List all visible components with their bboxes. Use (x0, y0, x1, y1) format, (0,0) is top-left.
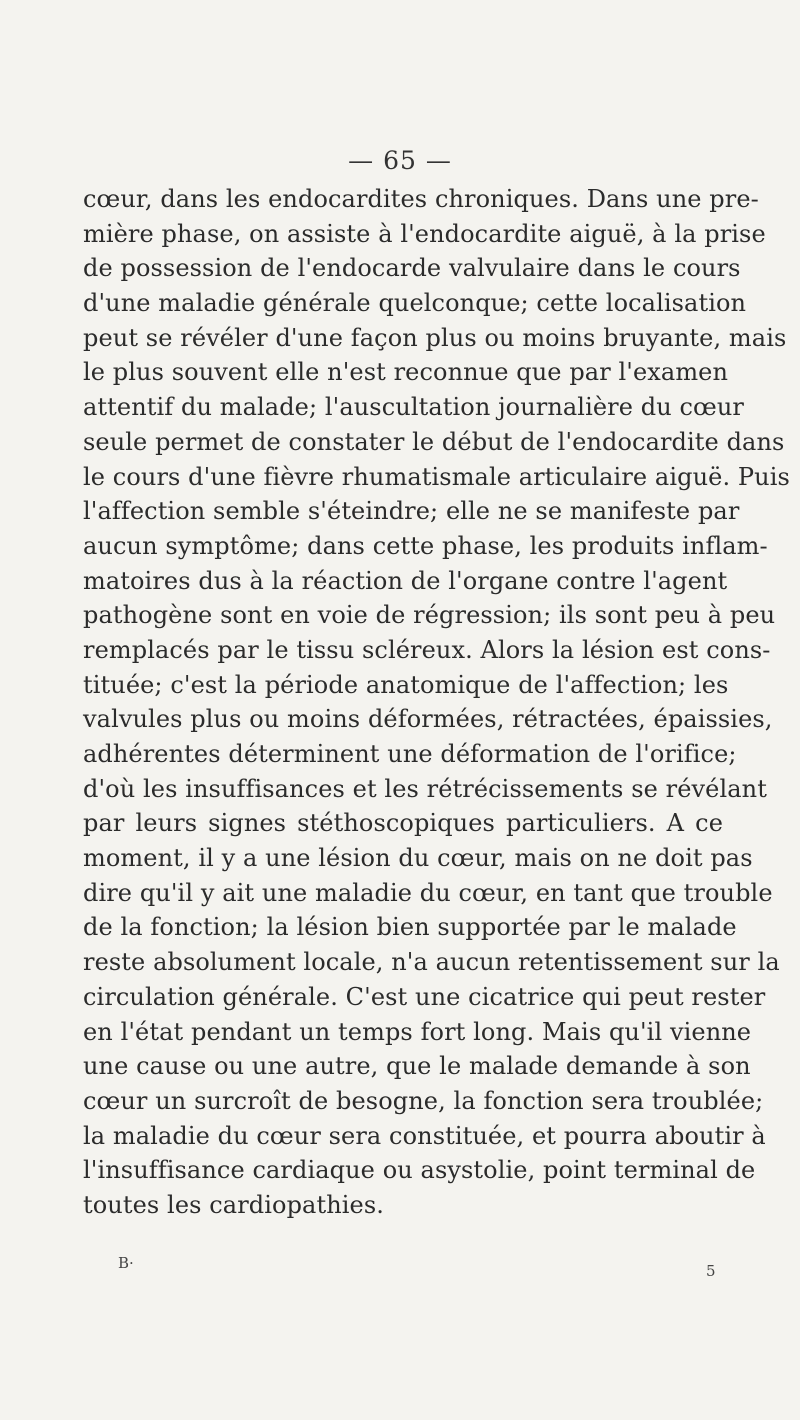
text-line: dire qu'il y ait une maladie du cœur, en tant que trouble (83, 878, 773, 907)
text-line: la maladie du cœur sera constituée, et pourra aboutir à (83, 1121, 766, 1150)
text-line: adhérentes déterminent une déformation de l'orifice; (83, 740, 737, 768)
text-line: en l'état pendant un temps fort long. Mais qu'il vienne (83, 1017, 752, 1046)
text-line: attentif du malade; l'auscultation journalière du cœur (83, 393, 745, 422)
text-line: de possession de l'endocarde valvulaire dans le cours (83, 254, 741, 283)
text-line: moment, il y a une lésion du cœur, mais on ne doit pas (83, 844, 753, 873)
text-line: de la fonction; la lésion bien supportée par le malade (83, 913, 737, 942)
text-line: le cours d'une fièvre rhumatismale articulaire aiguë. Puis (83, 462, 790, 491)
text-line: par leurs signes stéthoscopiques particuliers. A ce (83, 809, 723, 838)
text-line: cœur, dans les endocardites chroniques. Dans une pre- (83, 185, 759, 213)
body-paragraph (83, 182, 790, 1223)
text-line: seule permet de constater le début de l'endocardite dans (83, 427, 785, 456)
text-line-last: toutes les cardiopathies. (83, 1190, 384, 1219)
text-line: l'affection semble s'éteindre; elle ne se manifeste par (83, 497, 740, 526)
text-line: aucun symptôme; dans cette phase, les produits inflam- (83, 531, 768, 560)
signature-mark-left: B· (118, 1254, 134, 1272)
text-line: valvules plus ou moins déformées, rétractées, épaissies, (83, 705, 773, 734)
text-line: matoires dus à la réaction de l'organe contre l'agent (83, 566, 728, 595)
signature-mark-right: 5 (706, 1262, 716, 1280)
text-line: d'où les insuffisances et les rétrécissements se révélant (83, 774, 767, 803)
text-line: d'une maladie générale quelconque; cette localisation (83, 289, 747, 318)
text-line: mière phase, on assiste à l'endocardite aiguë, à la prise (83, 219, 766, 248)
text-line: remplacés par le tissu scléreux. Alors la lésion est cons- (83, 635, 771, 664)
text-line: peut se révéler d'une façon plus ou moins bruyante, mais (83, 323, 787, 352)
page-number: — 65 — (348, 146, 452, 175)
text-line: une cause ou une autre, que le malade demande à son (83, 1052, 751, 1081)
text-line: le plus souvent elle n'est reconnue que par l'examen (83, 358, 729, 387)
text-line: reste absolument locale, n'a aucun retentissement sur la (83, 948, 780, 977)
text-line: cœur un surcroît de besogne, la fonction sera troublée; (83, 1086, 764, 1115)
text-line: l'insuffisance cardiaque ou asystolie, point terminal de (83, 1156, 756, 1185)
text-line: tituée; c'est la période anatomique de l'affection; les (83, 670, 729, 699)
text-line: pathogène sont en voie de régression; ils sont peu à peu (83, 601, 776, 630)
text-line: circulation générale. C'est une cicatrice qui peut rester (83, 982, 766, 1011)
